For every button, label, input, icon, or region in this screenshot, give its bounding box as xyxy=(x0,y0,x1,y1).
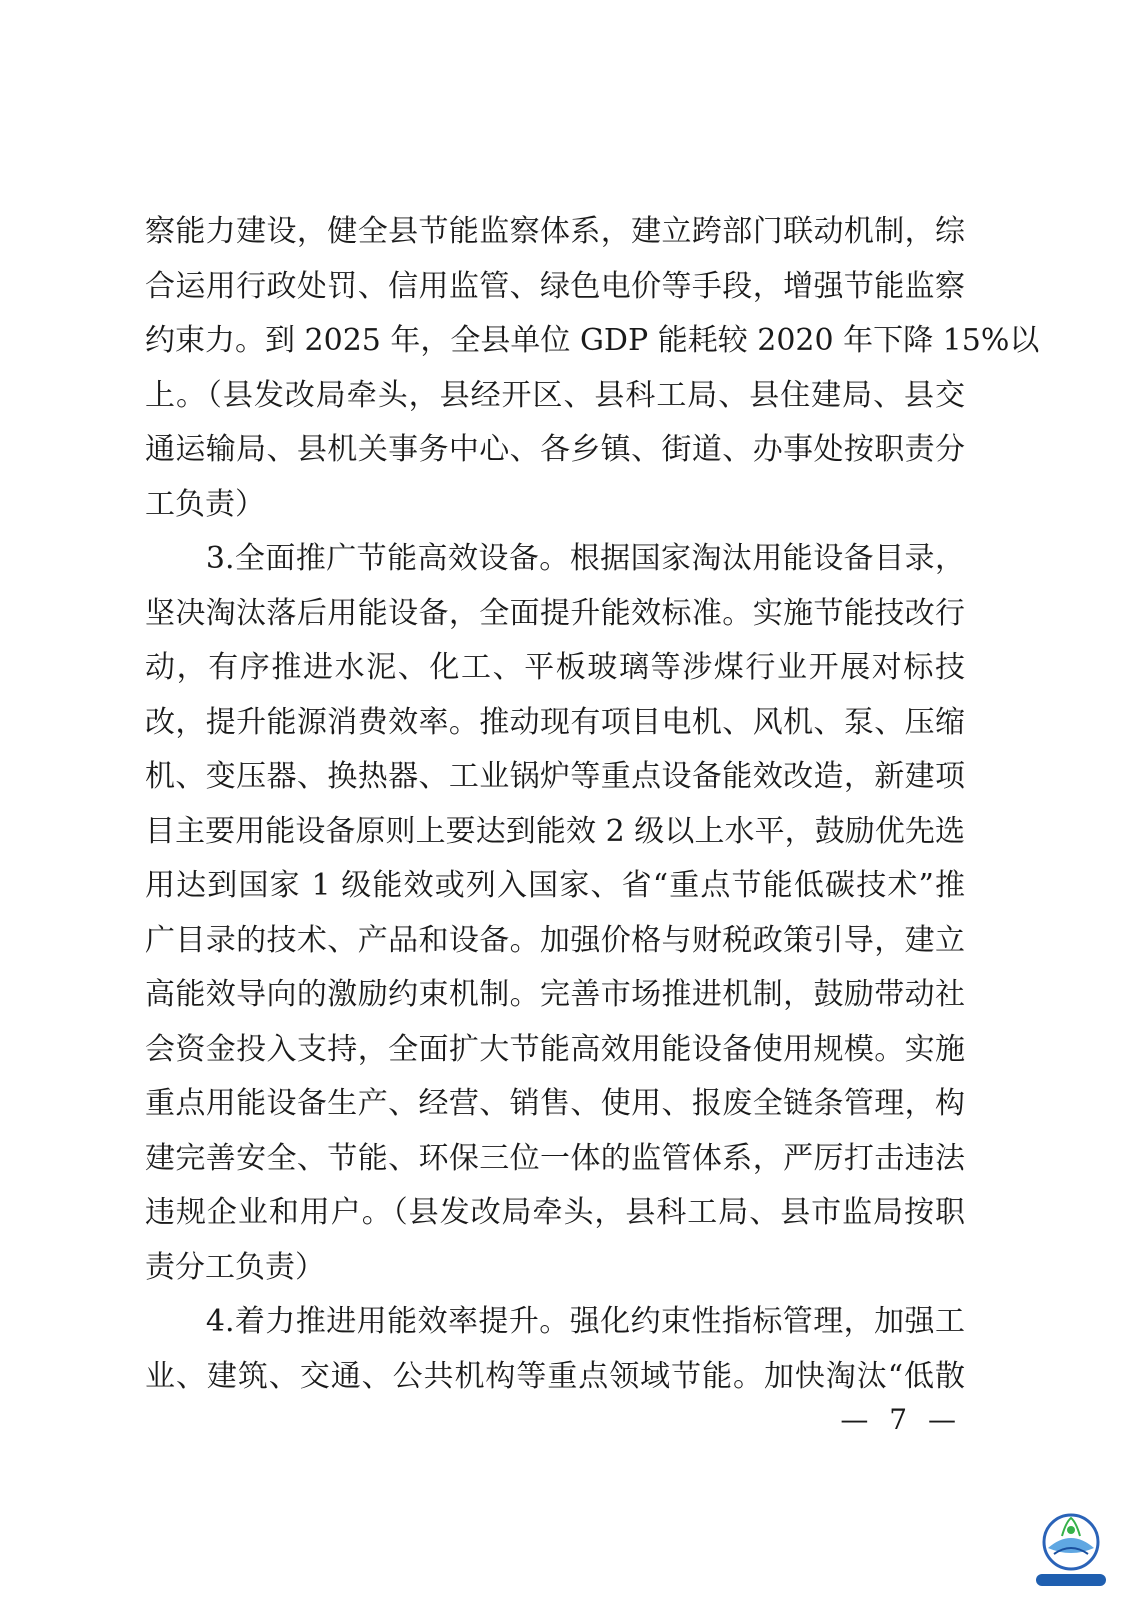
text-line: 约束力。到 2025 年，全县单位 GDP 能耗较 2020 年下降 15%以 xyxy=(145,323,1040,358)
text-line: 业、建筑、交通、公共机构等重点领域节能。加快淘汰“低散 xyxy=(145,1358,965,1394)
cnlng-logo-icon xyxy=(1032,1510,1110,1588)
text-line: 工负责） xyxy=(145,486,265,522)
text-line: 用达到国家 1 级能效或列入国家、省“重点节能低碳技术”推 xyxy=(145,868,965,903)
text-line: 察能力建设，健全县节能监察体系，建立跨部门联动机制，综 xyxy=(145,214,965,249)
text-line: 广目录的技术、产品和设备。加强价格与财税政策引导，建立 xyxy=(145,922,965,958)
body-text xyxy=(145,205,1040,1404)
text-line: 高能效导向的激励约束机制。完善市场推进机制，鼓励带动社 xyxy=(145,977,965,1012)
text-line: 通运输局、县机关事务中心、各乡镇、街道、办事处按职责分 xyxy=(145,432,965,467)
text-line: 改，提升能源消费效率。推动现有项目电机、风机、泵、压缩 xyxy=(145,704,965,740)
page-number: — 7 — xyxy=(840,1403,962,1436)
text-line: 合运用行政处罚、信用监管、绿色电价等手段，增强节能监察 xyxy=(145,268,965,304)
text-line: 上。（县发改局牵头，县经开区、县科工局、县住建局、县交 xyxy=(145,377,965,413)
text-line: 重点用能设备生产、经营、销售、使用、报废全链条管理，构 xyxy=(145,1086,965,1121)
text-line: 4.着力推进用能效率提升。强化约束性指标管理，加强工 xyxy=(145,1304,965,1339)
text-line: 动，有序推进水泥、化工、平板玻璃等涉煤行业开展对标技 xyxy=(145,650,965,685)
text-line: 责分工负责） xyxy=(145,1249,325,1285)
text-line: 违规企业和用户。（县发改局牵头，县科工局、县市监局按职 xyxy=(145,1195,965,1230)
text-line: 目主要用能设备原则上要达到能效 2 级以上水平，鼓励优先选 xyxy=(145,813,965,849)
text-line: 坚决淘汰落后用能设备，全面提升能效标准。实施节能技改行 xyxy=(145,595,965,631)
text-line: 机、变压器、换热器、工业锅炉等重点设备能效改造，新建项 xyxy=(145,759,965,794)
text-line: 会资金投入支持，全面扩大节能高效用能设备使用规模。实施 xyxy=(145,1031,965,1067)
text-line: 建完善安全、节能、环保三位一体的监管体系，严厉打击违法 xyxy=(145,1140,965,1176)
text-line: 3.全面推广节能高效设备。根据国家淘汰用能设备目录， xyxy=(145,541,965,576)
